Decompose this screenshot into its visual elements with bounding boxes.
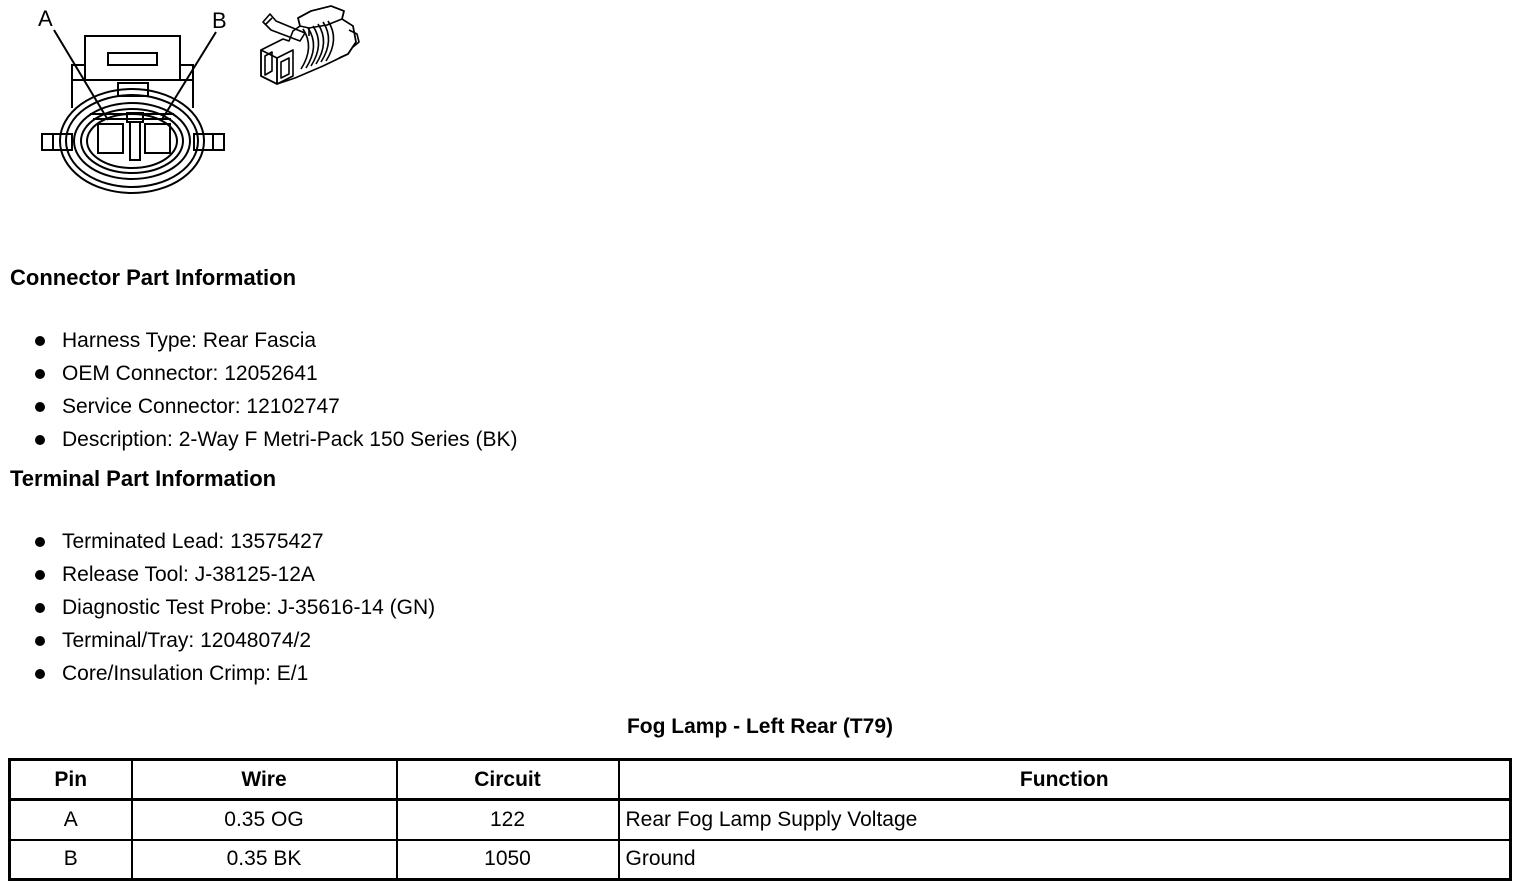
front-view-lines <box>42 30 224 193</box>
bullet-icon <box>35 537 45 547</box>
column-header-wire: Wire <box>132 760 397 800</box>
terminal-cavity-a <box>98 124 123 153</box>
list-item-text: Diagnostic Test Probe: J-35616-14 (GN) <box>62 595 436 619</box>
pin-a-leader-line <box>54 30 108 120</box>
iso-port-b-inner <box>281 58 289 78</box>
iso-rear-cap <box>339 19 356 58</box>
iso-lock-block <box>298 6 344 28</box>
list-item-text: Terminal/Tray: 12048074/2 <box>62 628 312 652</box>
bullet-icon <box>35 603 45 613</box>
list-item-text: OEM Connector: 12052641 <box>62 361 318 385</box>
column-header-function: Function <box>619 760 1511 800</box>
pinout-table <box>8 758 1512 881</box>
bullet-icon <box>35 636 45 646</box>
iso-rib-6 <box>326 21 334 61</box>
terminal-part-info-heading: Terminal Part Information <box>10 466 277 491</box>
pin-cell: A <box>10 800 132 840</box>
divider-stem <box>130 122 140 160</box>
list-item-text: Release Tool: J-38125-12A <box>62 562 315 586</box>
connector-part-info-heading: Connector Part Information <box>10 265 297 290</box>
iso-lever-detail <box>266 18 272 24</box>
list-item-text: Core/Insulation Crimp: E/1 <box>62 661 309 685</box>
pin-a-label: A <box>38 6 53 31</box>
table-title: Fog Lamp - Left Rear (T79) <box>626 715 894 738</box>
bullet-icon <box>35 336 45 346</box>
connector-diagram-area <box>0 0 1520 205</box>
list-item <box>0 525 1520 558</box>
list-item-text: Harness Type: Rear Fascia <box>62 328 317 352</box>
table-row <box>10 840 1511 880</box>
terminal-cavity-b <box>145 124 170 153</box>
list-item <box>0 624 1520 657</box>
list-item <box>0 357 1520 390</box>
function-cell: Rear Fog Lamp Supply Voltage <box>619 800 1511 840</box>
list-item <box>0 423 1520 456</box>
list-item-text: Service Connector: 12102747 <box>62 394 340 418</box>
bullet-icon <box>35 435 45 445</box>
list-item <box>0 591 1520 624</box>
connector-part-info-list <box>0 324 1520 456</box>
list-item-text: Terminated Lead: 13575427 <box>62 529 324 553</box>
iso-port-a-outer <box>261 50 277 84</box>
bullet-icon <box>35 570 45 580</box>
circuit-cell: 122 <box>397 800 619 840</box>
iso-rib-1 <box>301 29 309 69</box>
wire-cell: 0.35 OG <box>132 800 397 840</box>
pin-cell: B <box>10 840 132 880</box>
list-item <box>0 390 1520 423</box>
iso-view-lines <box>261 6 359 84</box>
terminal-part-info-list <box>0 525 1520 690</box>
table-header-row <box>10 760 1511 800</box>
iso-rib-5 <box>321 22 329 62</box>
lock-tower-slot <box>108 53 157 65</box>
iso-rib-3 <box>311 26 319 66</box>
column-header-pin: Pin <box>10 760 132 800</box>
lock-tower <box>85 36 180 80</box>
list-item <box>0 657 1520 690</box>
table-row <box>10 800 1511 840</box>
pin-b-label: B <box>212 8 227 33</box>
list-item <box>0 558 1520 591</box>
bullet-icon <box>35 369 45 379</box>
list-item <box>0 324 1520 357</box>
iso-rib-4 <box>316 24 324 64</box>
function-cell: Ground <box>619 840 1511 880</box>
bullet-icon <box>35 402 45 412</box>
wire-cell: 0.35 BK <box>132 840 397 880</box>
connector-front-view-icon <box>28 2 238 205</box>
circuit-cell: 1050 <box>397 840 619 880</box>
connector-isometric-icon <box>243 0 368 86</box>
bullet-icon <box>35 669 45 679</box>
list-item-text: Description: 2-Way F Metri-Pack 150 Series (BK) <box>62 427 518 451</box>
column-header-circuit: Circuit <box>397 760 619 800</box>
